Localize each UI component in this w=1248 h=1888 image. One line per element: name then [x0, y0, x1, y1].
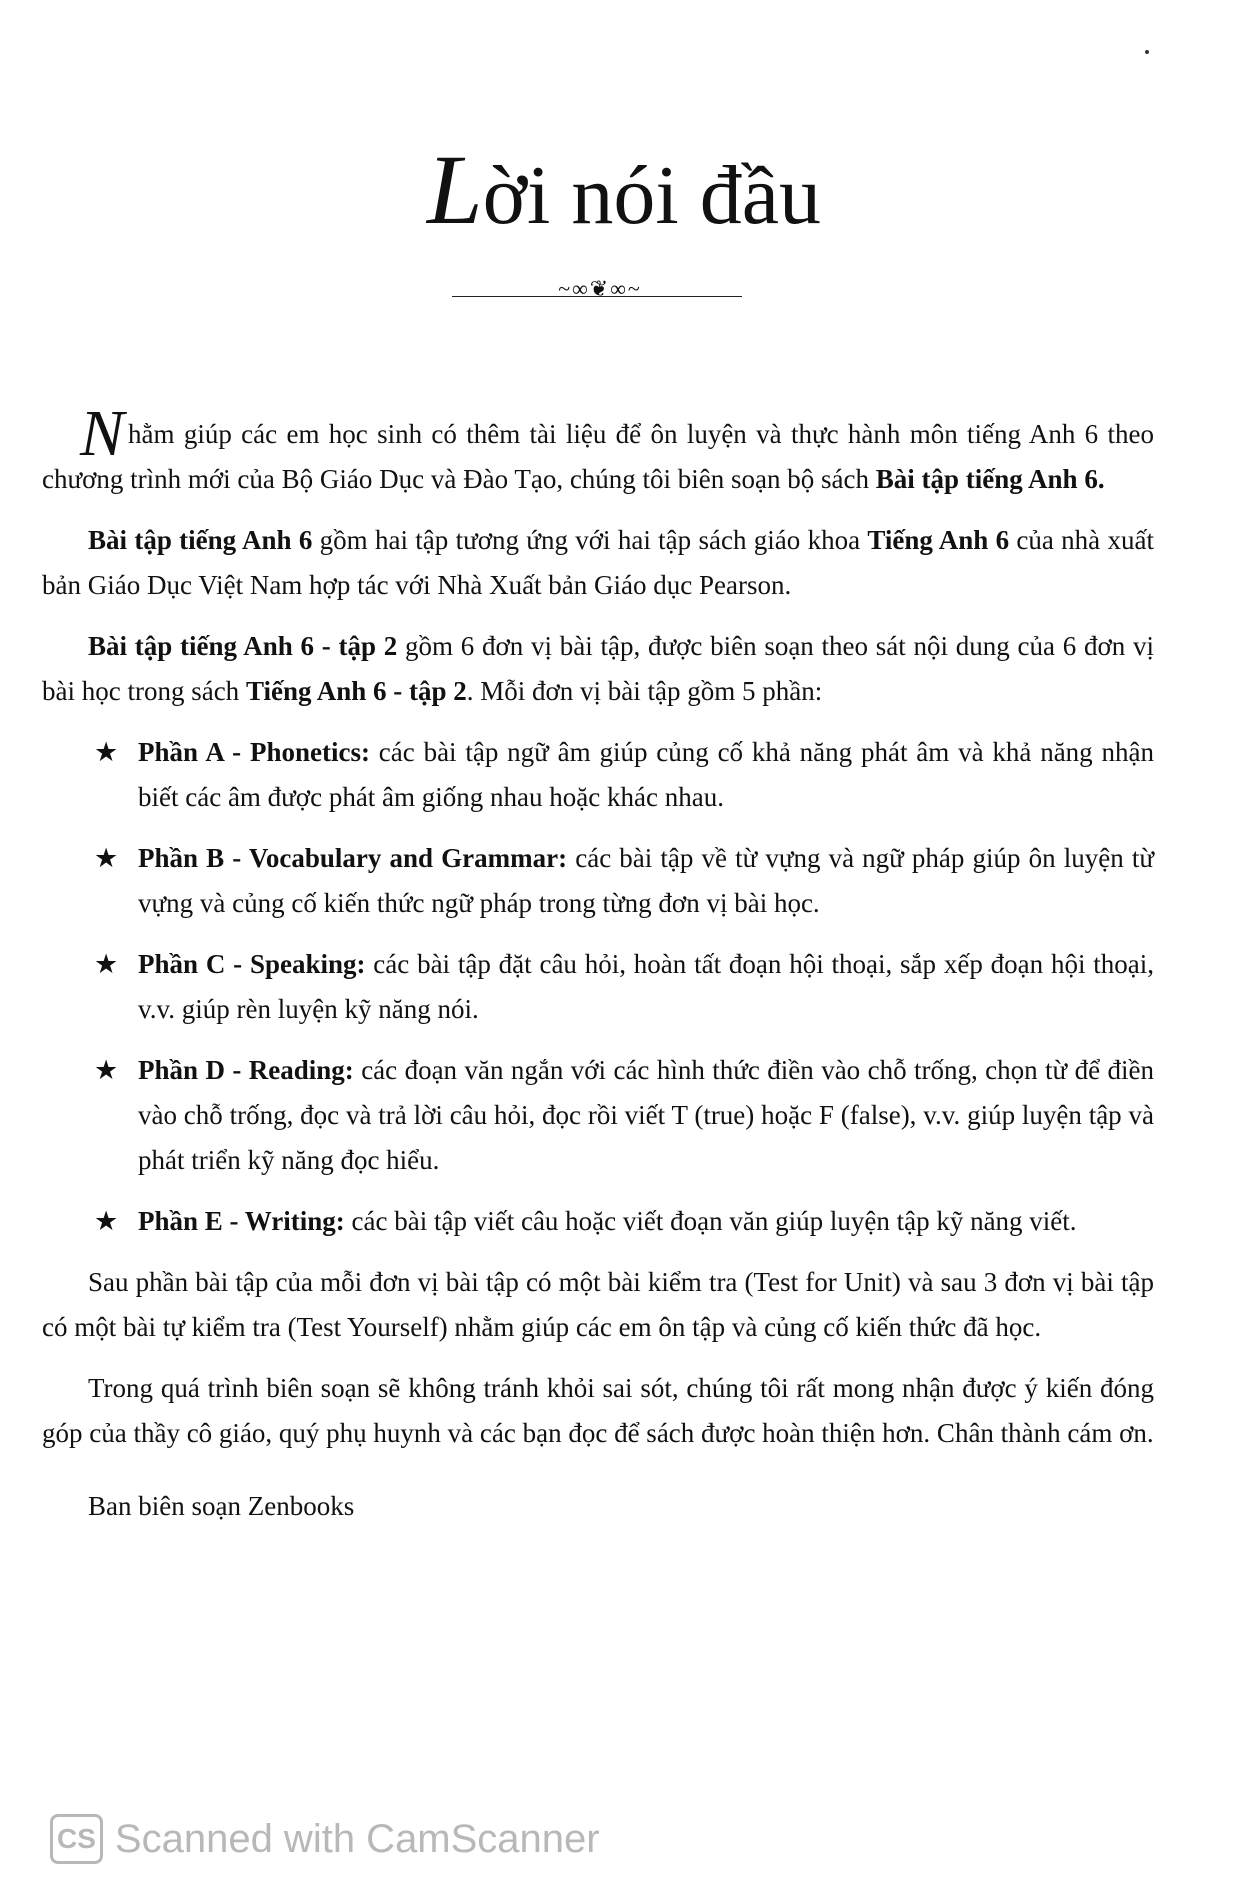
page-title [0, 134, 1248, 245]
paragraph-structure [42, 624, 1154, 714]
text: của nhà xuất bản Giáo Dục Việt Nam hợp tác với Nhà Xuất bản Giáo dục Pearson. [42, 525, 1154, 600]
part-text: các bài tập về từ vựng và ngữ pháp giúp ôn luyện từ vựng và củng cố kiến thức ngữ pháp trong từng đơn vị bài học. [138, 843, 1154, 918]
paragraph-tests: Sau phần bài tập của mỗi đơn vị bài tập có một bài kiểm tra (Test for Unit) và sau 3 đơn vị bài tập có một bài tự kiểm tra (Test Yourself) nhằm giúp các em ôn tập và củng cố kiến thức đã học. [42, 1267, 1154, 1342]
intro-paragraph [42, 397, 1154, 502]
part-label: Phần D - Reading: [138, 1055, 354, 1085]
star-icon: ★ [94, 949, 119, 979]
star-icon: ★ [94, 843, 119, 873]
part-text: các bài tập ngữ âm giúp củng cố khả năng phát âm và khả năng nhận biết các âm được phát âm giống nhau hoặc khác nhau. [138, 737, 1154, 812]
scan-speck [1145, 50, 1149, 54]
textbook-title: Tiếng Anh 6 - tập 2 [245, 676, 467, 706]
title-rest: ời nói đầu [482, 149, 821, 242]
part-text: các bài tập viết câu hoặc viết đoạn văn giúp luyện tập kỹ năng viết. [344, 1206, 1077, 1236]
parts-list [42, 730, 1154, 1244]
book-title: Bài tập tiếng Anh 6 [88, 525, 313, 555]
signature: Ban biên soạn Zenbooks [88, 1491, 355, 1521]
preface-body [42, 397, 1154, 1545]
text: gồm 6 đơn vị bài tập, được biên soạn theo sát nội dung của 6 đơn vị bài học trong sách [42, 631, 1154, 706]
list-item [42, 836, 1154, 926]
watermark-text: Scanned with CamScanner [114, 1816, 600, 1861]
part-label: Phần E - Writing: [138, 1206, 345, 1236]
camscanner-watermark [50, 1814, 600, 1864]
star-icon: ★ [94, 737, 119, 767]
part-label: Phần C - Speaking: [138, 949, 366, 979]
list-item [42, 942, 1154, 1032]
list-item [42, 730, 1154, 820]
book-title: Bài tập tiếng Anh 6 - tập 2 [88, 631, 398, 661]
intro-text: hằm giúp các em học sinh có thêm tài liệu để ôn luyện và thực hành môn tiếng Anh 6 theo chương trình mới của Bộ Giáo Dục và Đào Tạo, chúng tôi biên soạn bộ sách [42, 419, 1154, 494]
part-text: các bài tập đặt câu hỏi, hoàn tất đoạn hội thoại, sắp xếp đoạn hội thoại, v.v. giúp rèn luyện kỹ năng nói. [138, 949, 1154, 1024]
textbook-title: Tiếng Anh 6 [867, 525, 1010, 555]
part-text: các đoạn văn ngắn với các hình thức điền vào chỗ trống, chọn từ để điền vào chỗ trống, đọc và trả lời câu hỏi, đọc rồi viết T (true) hoặc F (false), v.v. giúp luyện tập và phát triển kỹ năng đọc hiểu. [138, 1055, 1154, 1175]
drop-cap: N [80, 397, 125, 470]
camscanner-logo-icon: CS [50, 1814, 103, 1864]
text: gồm hai tập tương ứng với hai tập sách giáo khoa [312, 525, 868, 555]
list-item [42, 1199, 1154, 1244]
star-icon: ★ [94, 1206, 119, 1236]
text: . Mỗi đơn vị bài tập gồm 5 phần: [466, 676, 823, 706]
book-title: Bài tập tiếng Anh 6. [875, 464, 1105, 494]
list-item [42, 1048, 1154, 1183]
ornament-flourish: ~∞❦∞~ [558, 276, 642, 301]
title-initial: L [426, 134, 483, 245]
part-label: Phần A - Phonetics: [138, 737, 370, 767]
star-icon: ★ [94, 1055, 119, 1085]
paragraph-volumes [42, 518, 1154, 608]
part-label: Phần B - Vocabulary and Grammar: [138, 843, 568, 873]
paragraph-closing: Trong quá trình biên soạn sẽ không tránh khỏi sai sót, chúng tôi rất mong nhận được ý kiến đóng góp của thầy cô giáo, quý phụ huynh và các bạn đọc để sách được hoàn thiện hơn. Chân thành cám ơn. [42, 1373, 1154, 1448]
